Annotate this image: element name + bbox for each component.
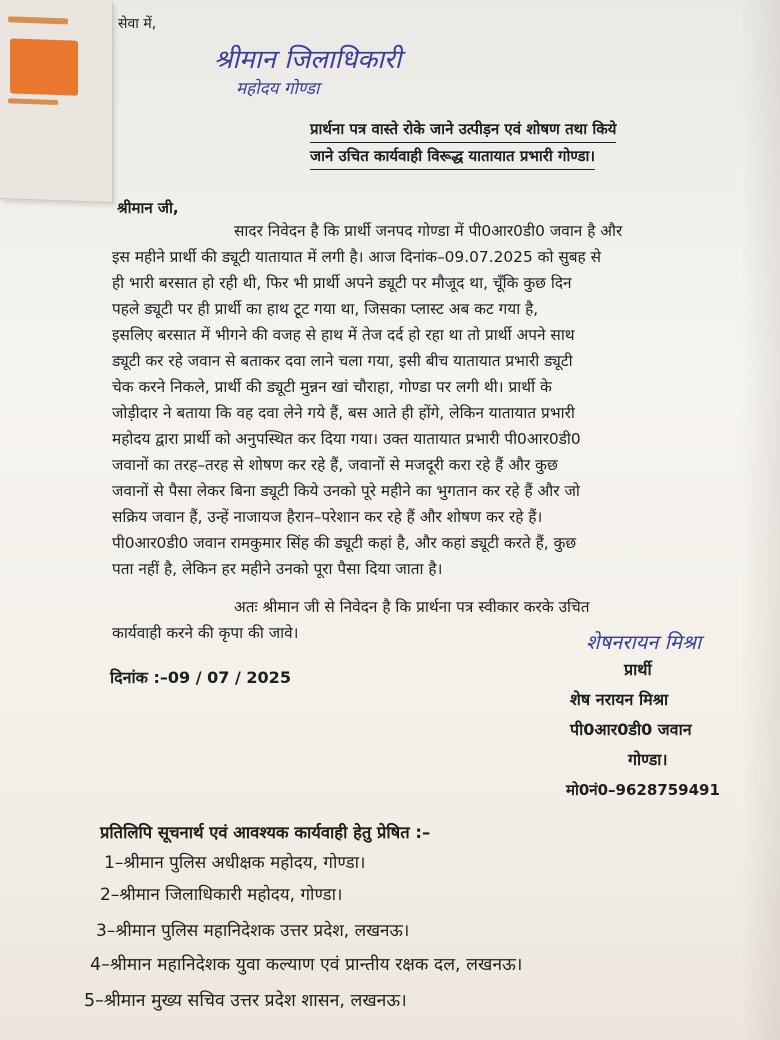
- signatory-place: गोण्डा।: [628, 750, 668, 769]
- addressee-handwritten-line1: श्रीमान जिलाधिकारी: [214, 45, 402, 75]
- signatory-role: प्रार्थी: [624, 660, 652, 679]
- subject-block: [310, 116, 720, 170]
- body-line: जवानों का तरह–तरह से शोषण कर रहे हैं, जवानों से मजदूरी करा रहे हैं और कुछ: [112, 456, 558, 474]
- copy-recipient: 4–श्रीमान महानिदेशक युवा कल्याण एवं प्रान्तीय रक्षक दल, लखनऊ।: [90, 955, 523, 975]
- copy-recipient: 1–श्रीमान पुलिस अधीक्षक महोदय, गोण्डा।: [104, 853, 366, 873]
- request-line: कार्यवाही करने की कृपा की जावे।: [112, 624, 299, 642]
- stamp-mark: [8, 98, 58, 105]
- attached-photo-stamp: [0, 0, 113, 203]
- stamp-mark: [8, 16, 68, 24]
- page-shadow: [740, 0, 780, 1040]
- addressee-handwritten-line2: महोदय गोण्डा: [236, 79, 320, 99]
- body-line: पहले ड्यूटी पर ही प्रार्थी का हाथ टूट गया था, जिसका प्लास्ट अब कट गया है,: [112, 300, 539, 318]
- subject-line-2: जाने उचित कार्यवाही विरूद्ध यातायात प्रभारी गोण्डा।: [310, 143, 595, 170]
- stamp-logo-block: [10, 38, 78, 95]
- body-line: ड्यूटी कर रहे जवान से बताकर दवा लाने चला गया, इसी बीच यातायात प्रभारी ड्यूटी: [112, 352, 573, 370]
- body-line: महोदय द्वारा प्रार्थी को अनुपस्थित कर दिया गया। उक्त यातायात प्रभारी पी0आर0डी0: [112, 430, 581, 448]
- letter-date: दिनांक :–09 / 07 / 2025: [110, 668, 291, 687]
- body-line: इसलिए बरसात में भीगने की वजह से हाथ में तेज दर्द हो रहा था तो प्रार्थी अपने साथ: [112, 326, 575, 344]
- body-line: जोड़ीदार ने बताया कि वह दवा लेने गये हैं, बस आते ही होंगे, लेकिन यातायात प्रभारी: [112, 404, 575, 422]
- copy-recipient: 3–श्रीमान पुलिस महानिदेशक उत्तर प्रदेश, लखनऊ।: [96, 921, 410, 941]
- subject-line-1: प्रार्थना पत्र वास्ते रोके जाने उत्पीड़न एवं शोषण तथा किये: [310, 116, 616, 143]
- greeting: श्रीमान जी,: [117, 199, 179, 217]
- body-line: इस महीने प्रार्थी की ड्यूटी यातायात में लगी है। आज दिनांक–09.07.2025 को सुबह से: [112, 248, 602, 266]
- body-line: चेक करने निकले, प्रार्थी की ड्यूटी मुन्नन खां चौराहा, गोण्डा पर लगी थी। प्रार्थी के: [112, 378, 552, 396]
- body-line: पी0आर0डी0 जवान रामकुमार सिंह की ड्यूटी कहां है, और कहां ड्यूटी करते हैं, कुछ: [112, 534, 577, 552]
- body-line: सक्रिय जवान हैं, उन्हें नाजायज हैरान–परेशान कर रहे हैं और शोषण कर रहे हैं।: [112, 508, 543, 526]
- body-line: ही भारी बरसात हो रही थी, फिर भी प्रार्थी अपने ड्यूटी पर मौजूद था, चूँकि कुछ दिन: [112, 274, 572, 292]
- salutation-to: सेवा में,: [118, 16, 157, 32]
- signatory-name: शेष नरायन मिश्रा: [570, 690, 669, 709]
- body-line: पता नहीं है, लेकिन हर महीने उनको पूरा पैसा दिया जाता है।: [112, 560, 443, 578]
- request-line: अतः श्रीमान जी से निवेदन है कि प्रार्थना पत्र स्वीकार करके उचित: [234, 598, 590, 616]
- body-line: सादर निवेदन है कि प्रार्थी जनपद गोण्डा में पी0आर0डी0 जवान है और: [234, 222, 623, 240]
- signatory-designation: पी0आर0डी0 जवान: [570, 720, 692, 739]
- body-line: जवानों से पैसा लेकर बिना ड्यूटी किये उनको पूरे महीने का भुगतान कर रहे हैं और जो: [112, 482, 580, 500]
- handwritten-signature: शेषनरायन मिश्रा: [586, 630, 702, 654]
- copy-recipient: 5–श्रीमान मुख्य सचिव उत्तर प्रदेश शासन, लखनऊ।: [84, 991, 407, 1011]
- copies-heading: प्रतिलिपि सूचनार्थ एवं आवश्यक कार्यवाही हेतु प्रेषित :–: [100, 823, 431, 842]
- copy-recipient: 2–श्रीमान जिलाधिकारी महोदय, गोण्डा।: [100, 885, 343, 905]
- signatory-mobile: मो0नं0–9628759491: [566, 781, 720, 799]
